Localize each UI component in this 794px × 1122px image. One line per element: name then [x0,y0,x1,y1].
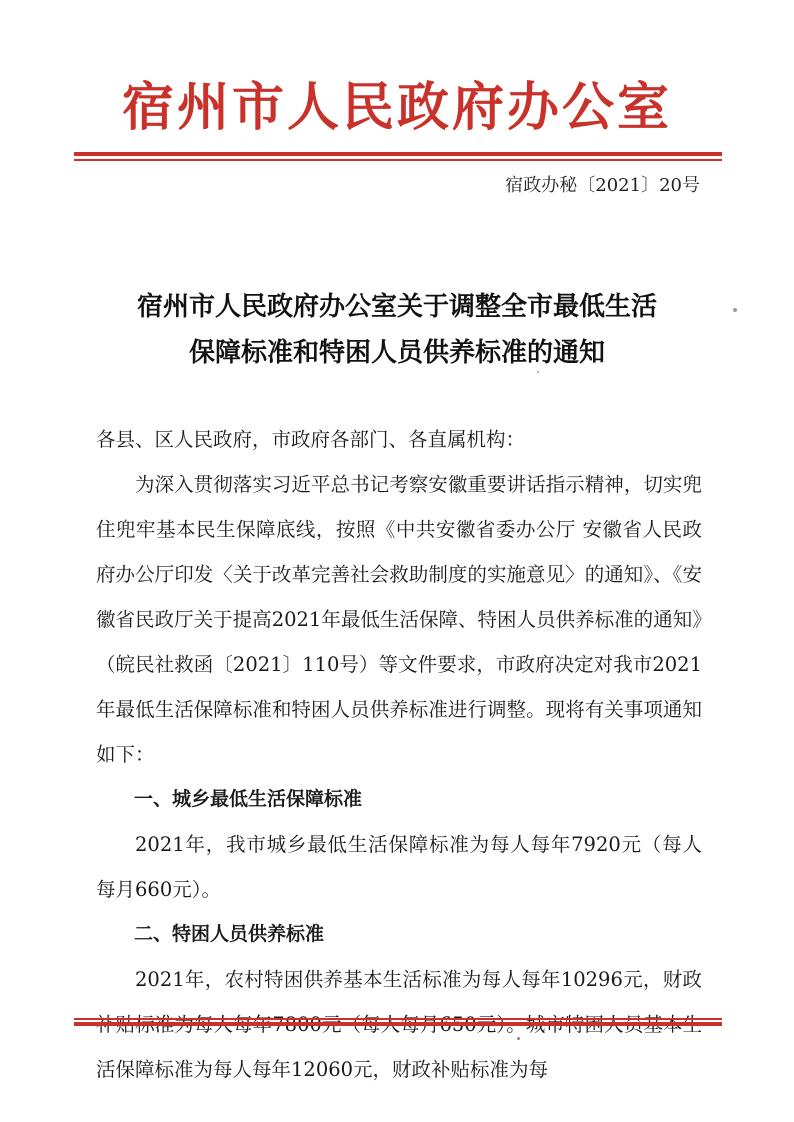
footer-red-rule-thin [74,1018,722,1020]
header-red-rule-thick [74,152,722,156]
section-2-paragraph: 2021年，农村特困供养基本生活标准为每人每年10296元，财政 活保障标准为每人每年12060元，财政补贴标准为每 [96,968,702,1081]
section-1-paragraph: 2021年，我市城乡最低生活保障标准为每人每年7920元（每人每月660元）。 [96,833,702,901]
scan-speck [733,308,737,312]
document-number: 宿政办秘〔2021〕20号 [505,175,700,196]
header-red-rule-thin [74,159,722,161]
scan-speck [537,371,539,373]
footer-red-rule-thick [74,1022,722,1026]
office-header-title: 宿州市人民政府办公室 [121,77,672,138]
document-title-line-2: 保障标准和特困人员供养标准的通知 [188,338,605,368]
section-2-heading: 二、特困人员供养标准 [134,923,325,945]
document-title-line-1: 宿州市人民政府办公室关于调整全市最低生活 [136,292,657,322]
document-body [96,417,702,1092]
scan-speck [517,1037,520,1040]
document-title [60,284,734,376]
addressee-line: 各县、区人民政府，市政府各部门、各直属机构： [96,428,526,451]
intro-paragraph: 为深入贯彻落实习近平总书记考察安徽重要讲话指示精神，切实兜住兜牢基本民生保障底线，按照《中共安徽省委办公厅 安徽省人民政府办公厅印发〈关于改革完善社会救助制度的实施意见〉的通知》、《安徽省民政厅关于提高2021年最低生活保障、特困人员供养标准的通知》（皖民社救函〔2021〕110号）等文件要求，市政府决定对我市2021年最低生活保障标准和特困人员供养标准进行调整。现将有关事项通知如下： [96,473,702,766]
section-1-heading: 一、城乡最低生活保障标准 [134,788,363,810]
